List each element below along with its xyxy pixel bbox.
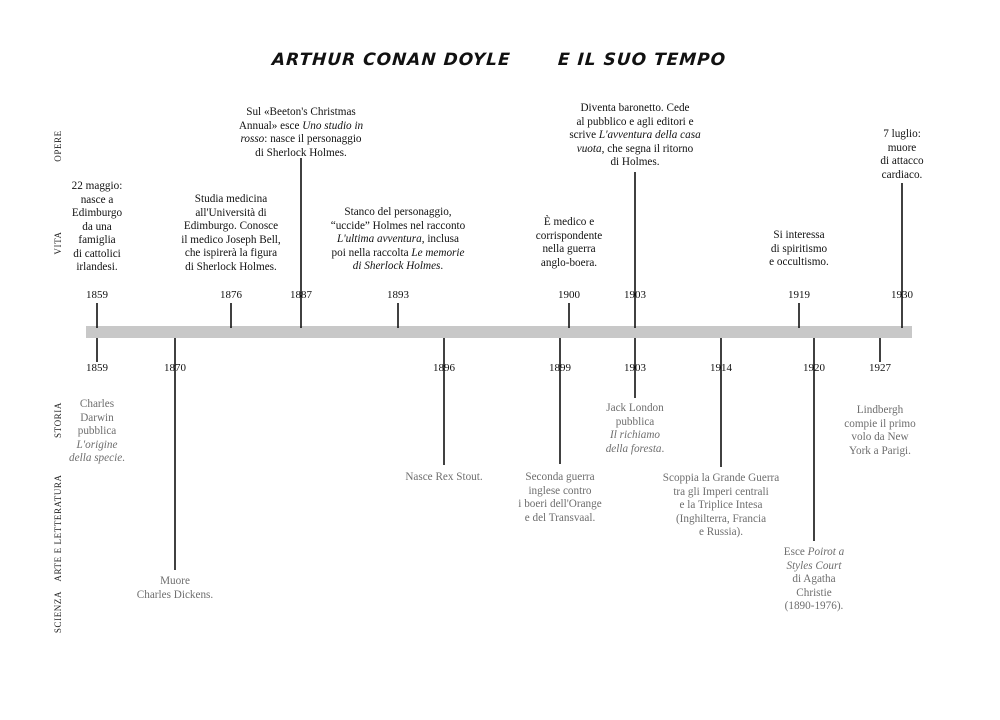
side-label-storia: STORIA: [53, 402, 63, 438]
year-label-top-1893: 1893: [387, 289, 409, 301]
year-label-bottom-1903: 1903: [624, 362, 646, 374]
year-label-bottom-1899: 1899: [549, 362, 571, 374]
year-label-bottom-1920: 1920: [803, 362, 825, 374]
event-text-bottom-1899: Seconda guerra inglese contro i boeri dell'Orange e del Transvaal.: [518, 471, 602, 524]
event-text-top-1859: 22 maggio: nasce a Edimburgo da una famiglia di cattolici irlandesi.: [71, 180, 123, 273]
side-label-vita: VITA: [53, 231, 63, 255]
year-label-top-1919: 1919: [788, 289, 810, 301]
year-label-top-1859: 1859: [86, 289, 108, 301]
side-label-arte: ARTE E LETTERATURA: [53, 474, 63, 582]
year-label-bottom-1896: 1896: [433, 362, 455, 374]
event-text-bottom-1914: Scoppia la Grande Guerra tra gli Imperi centrali e la Triplice Intesa (Inghilterra, Francia e Russia).: [662, 472, 780, 538]
event-text-top-1887: Sul «Beeton's Christmas Annual» esce Uno studio in rosso: nasce il personaggio di Sherlock Holmes.: [238, 106, 364, 159]
year-label-top-1930: 1930: [891, 289, 913, 301]
title-left: ARTHUR CONAN DOYLE: [271, 50, 512, 70]
event-text-bottom-1859: Charles Darwin pubblica L'origine della specie.: [69, 398, 125, 464]
title-right: E IL SUO TEMPO: [557, 50, 727, 70]
event-text-top-1903: Diventa baronetto. Cede al pubblico e agli editori e scrive L'avventura della casa vuota, che segna il ritorno di Holmes.: [569, 102, 701, 168]
event-text-top-1900: È medico e corrispondente nella guerra anglo-boera.: [535, 216, 603, 269]
event-text-top-1876: Studia medicina all'Università di Edimburgo. Conosce il medico Joseph Bell, che ispirerà la figura di Sherlock Holmes.: [181, 193, 281, 273]
event-text-top-1893: Stanco del personaggio, “uccide” Holmes nel racconto L'ultima avventura, inclusa poi nella raccolta Le memorie di Sherlock Holmes.: [330, 206, 466, 272]
year-label-top-1900: 1900: [558, 289, 580, 301]
year-label-bottom-1859: 1859: [86, 362, 108, 374]
event-text-bottom-1927: Lindbergh compie il primo volo da New York a Parigi.: [844, 404, 916, 457]
event-text-top-1930: 7 luglio: muore di attacco cardiaco.: [880, 128, 924, 181]
year-label-top-1903: 1903: [624, 289, 646, 301]
side-label-scienza: SCIENZA: [53, 590, 63, 634]
event-text-top-1919: Si interessa di spiritismo e occultismo.: [769, 229, 829, 268]
year-label-top-1876: 1876: [220, 289, 242, 301]
timeline-axis: [86, 326, 912, 338]
event-text-bottom-1920: Esce Poirot a Styles Court di Agatha Christie (1890-1976).: [783, 546, 845, 612]
event-text-bottom-1870: Muore Charles Dickens.: [136, 575, 214, 601]
event-text-bottom-1896: Nasce Rex Stout.: [405, 471, 483, 483]
year-label-bottom-1927: 1927: [869, 362, 891, 374]
event-text-bottom-1903: Jack London pubblica Il richiamo della foresta.: [605, 402, 665, 455]
side-label-opere: OPERE: [53, 130, 63, 162]
year-label-top-1887: 1887: [290, 289, 312, 301]
year-label-bottom-1914: 1914: [710, 362, 732, 374]
year-label-bottom-1870: 1870: [164, 362, 186, 374]
